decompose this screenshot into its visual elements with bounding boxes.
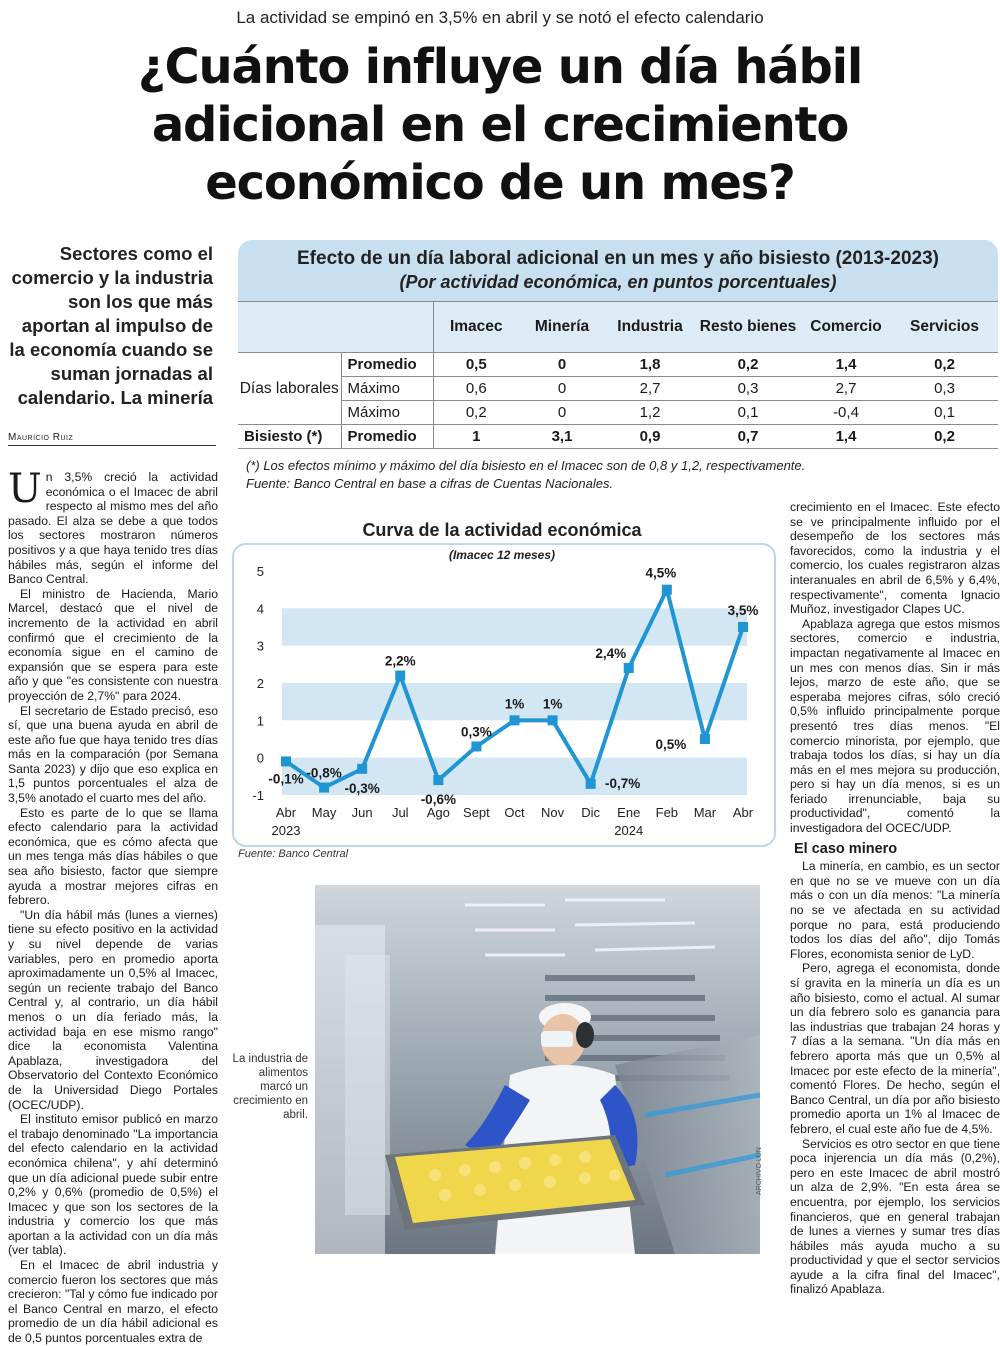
table-cell: 0,2 <box>891 353 998 377</box>
table-cell: 0 <box>519 377 605 401</box>
paragraph: El secretario de Estado precisó, eso sí, que una buena ayuda en abril de este año fue que haya tenido tres días más en la comparación (por Semana Santa 2023) y dijo que eso explica en 1,5 puntos porcentuales el alza de 3,5% anotado el cuarto mes del año. <box>8 703 218 806</box>
table-cell: 0,3 <box>891 377 998 401</box>
data-label: -0,1% <box>268 771 304 787</box>
data-point <box>471 741 481 751</box>
data-label: 2,2% <box>384 653 416 669</box>
data-label: 3,5% <box>727 603 759 618</box>
x-tick-label: Ene <box>617 805 641 820</box>
x-tick-label: May <box>311 805 337 820</box>
table-column-headers <box>238 302 998 353</box>
kicker: La actividad se empinó en 3,5% en abril y se notó el efecto calendario <box>236 8 764 27</box>
column-header: Servicios <box>891 302 998 353</box>
table-row <box>238 401 998 425</box>
photo-illustration <box>315 885 760 1254</box>
column-header: Minería <box>519 302 605 353</box>
x-tick-label: Jul <box>391 805 409 820</box>
table-cell: 1,4 <box>801 353 891 377</box>
x-tick-label: Nov <box>541 805 565 820</box>
section-heading: El caso minero <box>794 840 898 857</box>
row-label: Máximo <box>341 401 433 425</box>
paragraph: Esto es parte de lo que se llama efecto calendario para la actividad económica, que es cómo afecta que un mes tenga más días hábiles o que sea año bisiesto, factor que siempre ayuda a mostrar mejores cifras en febrero. <box>8 805 218 908</box>
headline: ¿Cuánto influye un día hábil adicional en el crecimiento económico de un mes? <box>137 39 863 211</box>
data-label: 1% <box>504 696 525 712</box>
table-cell: 0 <box>519 401 605 425</box>
table-cell: 1,4 <box>801 425 891 449</box>
y-tick-label: 1 <box>256 713 264 729</box>
data-label: 4,5% <box>645 565 677 581</box>
table-cell: 0,5 <box>433 353 519 377</box>
chart-source: Fuente: Banco Central <box>238 848 349 860</box>
data-point <box>510 715 520 725</box>
data-point <box>662 585 672 595</box>
data-point <box>357 764 367 774</box>
deck: Sectores como el comercio y la industria son los que más aportan al impulso de la economía cuando se suman jornadas al calendario. La minería <box>9 243 213 408</box>
table-row <box>238 425 998 449</box>
data-label: 1% <box>542 696 563 712</box>
paragraph: Un 3,5% creció la actividad económica o el Imacec de abril respecto al mismo mes del año pasado. El alza se debe a que todos los sectores mostraron números positivos y a que haya tenido tres días hábiles más, según el informe del Banco Central. <box>8 466 218 587</box>
table-subtitle: (Por actividad económica, en puntos porcentuales) <box>399 272 837 292</box>
chart-title: Curva de la actividad económica <box>362 520 642 540</box>
paragraph: En el Imacec de abril industria y comercio fueron los sectores que más crecieron: "Tal y cómo fue indicado por el Banco Central en marzo, el efecto promedio de un día hábil adicional es de 0,5 puntos porcentuales extra de <box>8 1258 218 1346</box>
paragraph: El instituto emisor publicó en marzo el trabajo denominado "La importancia del efecto calendario en la actividad económica chilena", y ahí determinó que un día adicional puede subir entre 0,2% y 0,6% (promedio de 0,5%) el Imacec y que son los sectores de la industria y comercio los que más aportan a la actividad con un día más (ver tabla). <box>8 1112 218 1258</box>
table-row <box>238 377 998 401</box>
table-cell: 0,9 <box>605 425 695 449</box>
chart-subtitle: (Imacec 12 meses) <box>448 548 556 562</box>
line-chart <box>232 543 772 843</box>
data-label: 0,5% <box>655 737 687 752</box>
y-tick-label: 4 <box>256 601 264 617</box>
table-cell: 0,1 <box>695 401 801 425</box>
photo-credit: ARCHIVO LUN <box>756 1147 763 1195</box>
y-tick-label: 2 <box>256 676 264 691</box>
x-tick-label: Oct <box>504 805 525 820</box>
x-tick-label: Feb <box>655 805 679 820</box>
column-header: Comercio <box>801 302 891 353</box>
data-label: -0,7% <box>605 775 641 791</box>
table-cell: 0,6 <box>433 377 519 401</box>
data-label: 0,3% <box>461 724 492 740</box>
x-tick-label: Abr <box>732 805 754 820</box>
data-point <box>700 734 710 744</box>
table-cell: 0 <box>519 353 605 377</box>
x-year-label: 2023 <box>271 823 301 838</box>
table-row <box>238 353 998 377</box>
table-title: Efecto de un día laboral adicional en un mes y año bisiesto (2013-2023) <box>297 248 939 269</box>
row-label: Promedio <box>341 425 433 449</box>
data-table <box>238 240 998 449</box>
column-header: Industria <box>605 302 695 353</box>
y-tick-label: 0 <box>256 750 264 766</box>
table-grid <box>238 301 998 449</box>
data-point <box>548 715 558 725</box>
data-point <box>586 779 596 789</box>
photo-caption: La industria de alimentos marcó un crecimiento en abril. <box>232 1053 308 1121</box>
byline: Mauricio Ruiz <box>8 432 216 446</box>
y-tick-label: 5 <box>256 564 264 579</box>
data-label: -0,6% <box>420 792 456 808</box>
row-group-label: Bisiesto (*) <box>238 425 341 449</box>
paragraph: "Un día hábil más (lunes a viernes) tiene su efecto positivo en la actividad y su nivel depende de varias variables, pero en promedio aporta aproximadamente un 0,5% al Imacec, según un reciente trabajo del Banco Central y, al contrario, un día hábil menos o un día feriado más, la actividad baja en ese mismo rango" dice la economista Valentina Apablaza, investigadora del Observatorio del Contexto Económico de la Universidad Diego Portales (OCEC/UDP). <box>8 907 218 1112</box>
x-tick-label: Jun <box>351 805 373 820</box>
x-year-label: 2024 <box>614 823 644 838</box>
table-header <box>238 240 998 301</box>
x-tick-label: Mar <box>693 805 717 820</box>
y-tick-label: -1 <box>252 788 264 803</box>
x-tick-label: Ago <box>426 805 450 820</box>
row-group-label: Días laborales <box>238 353 341 425</box>
column-header: Imacec <box>433 302 519 353</box>
table-cell: 0,2 <box>891 425 998 449</box>
data-point <box>624 663 634 673</box>
table-notes <box>246 457 986 493</box>
x-tick-label: Abr <box>275 805 297 820</box>
data-label: 2,4% <box>595 646 627 662</box>
table-source: Fuente: Banco Central en base a cifras de Cuentas Nacionales. <box>246 476 614 491</box>
data-label: -0,8% <box>306 765 342 781</box>
table-cell: 1 <box>433 425 519 449</box>
table-cell: 1,8 <box>605 353 695 377</box>
table-cell: 3,1 <box>519 425 605 449</box>
paragraph: El ministro de Hacienda, Mario Marcel, destacó que el nivel de incremento de la actividad en abril confirmó que el crecimiento de la economía sigue en el camino de expansión que se espera para este año y que "es consistente con nuestra proyección de 2,7%" para 2024. <box>8 586 218 703</box>
table-cell: 0,7 <box>695 425 801 449</box>
table-cell: 0,1 <box>891 401 998 425</box>
paragraph: Pero, agrega el economista, donde sí gravita en la minería un día es un año bisiesto, como el actual. Al sumar un día febrero solo es ganancia para las industrias que trabajan 24 horas y 7 días a la semana. "Un día más en febrero aporta más que un 0,5% al Imacec por este efecto de la minería", comentó Flores. De hecho, según el Banco Central, un día por año bisiesto promedio aporta un 1% al Imacec de febrero, el cual este año fue de 4,5%. <box>790 961 1000 1136</box>
x-tick-label: Dic <box>581 805 601 820</box>
table-cell: 1,2 <box>605 401 695 425</box>
table-cell: 2,7 <box>605 377 695 401</box>
table-cell: 0,3 <box>695 377 801 401</box>
drop-cap: U <box>8 466 42 512</box>
column-header: Resto bienes <box>695 302 801 353</box>
data-point <box>319 783 329 793</box>
article-column-3 <box>790 500 1000 1297</box>
table-cell: 2,7 <box>801 377 891 401</box>
paragraph: Apablaza agrega que estos mismos sectores, comercio e industria, impactan negativamente al Imacec en un mes con menos días. Sin ir más lejos, marzo de este año, que se esperaba mejores cifras, sólo creció 0,5% influido principalmente porque presentó tres días menos. "El comercio minorista, por ejemplo, que trabaja todos los días, si hay un día más en el mes mejora su producción, pero si hay un día menos, si es un feriado irrenunciable, baja su productividad", comentó la investigadora del OCEC/UDP. <box>790 616 1000 836</box>
data-label: -0,3% <box>344 780 380 796</box>
data-point <box>281 756 291 766</box>
data-point <box>738 622 748 632</box>
data-point <box>395 671 405 681</box>
row-label: Máximo <box>341 377 433 401</box>
row-label: Promedio <box>341 353 433 377</box>
data-point <box>433 775 443 785</box>
table-cell: 0,2 <box>433 401 519 425</box>
paragraph: Servicios es otro sector en que tiene poca injerencia un día más (0,2%), pero en este Imacec de abril mostró un alza de 2,9%. "En esta área se encuentra, por ejemplo, los servicios financieros, que en general trabajan de lunes a viernes y sumar tres días hábiles más ayuda mucho a su productividad y que el sector servicios ayude a la cifra final del Imacec", finalizó Apablaza. <box>790 1136 1000 1297</box>
table-cell: -0,4 <box>801 401 891 425</box>
x-tick-label: Sept <box>463 805 490 820</box>
y-tick-label: 3 <box>256 638 264 654</box>
table-cell: 0,2 <box>695 353 801 377</box>
article-column-1 <box>8 466 218 1346</box>
table-footnote: (*) Los efectos mínimo y máximo del día bisiesto en el Imacec son de 0,8 y 1,2, respectivamente. <box>246 458 806 473</box>
factory-worker-photo <box>315 885 760 1254</box>
paragraph: crecimiento en el Imacec. Este efecto se ve principalmente influido por el desempeño de los sectores más favorecidos, como la industria y el comercio, los cuales registraron alzas interanuales en abril de 6,5% y 6,4%, respectivamente", comenta Ignacio Muñoz, investigador Clapes UC. <box>790 500 1000 617</box>
paragraph: La minería, en cambio, es un sector en que no se ve mueve con un día más o con un día menos: "La minería no se ve afectada en su actividad porque no para, está produciendo todos los días del año", dijo Tomás Flores, economista senior de LyD. <box>790 859 1000 961</box>
